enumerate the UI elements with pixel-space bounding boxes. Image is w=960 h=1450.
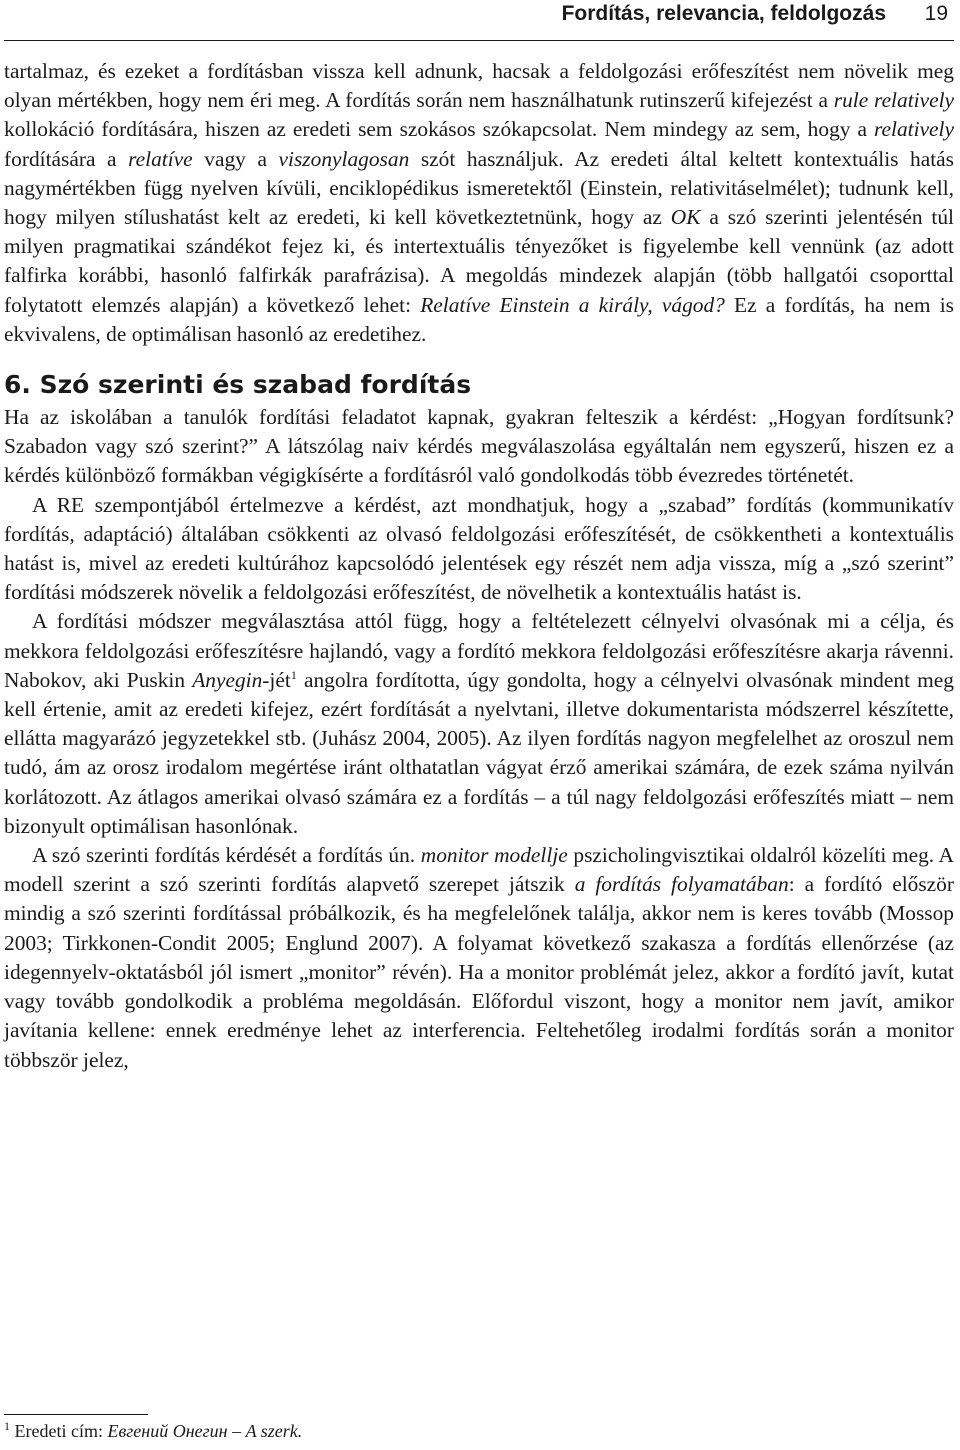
section-heading: 6. Szó szerinti és szabad fordítás (4, 370, 472, 400)
running-title: Fordítás, relevancia, feldolgozás (561, 2, 886, 25)
italic-term: rule relatively (833, 88, 955, 113)
footnote-divider (4, 1414, 148, 1415)
footnote-mark: 1 (4, 1419, 10, 1433)
footnote (4, 1419, 302, 1443)
text-run: Ez a fordítás, ha nem is ekvivalens, de optimálisan hasonló az eredetihez. (4, 292, 954, 346)
paragraph-1 (4, 57, 954, 349)
text-run: tartalmaz, és ezeket a fordításban vissza kell adnunk, hacsak a feldolgozási erőfeszítést nem növelik meg olyan mértékben, hogy nem éri meg. A fordítás során nem használhatunk rutinszerű kifejezést a (4, 59, 954, 113)
text-run: fordítására a (4, 146, 129, 171)
text-run: vagy a (192, 146, 279, 171)
italic-term: Anyegin (192, 667, 263, 692)
footnote-reference[interactable]: 1 (290, 667, 297, 682)
text-run: szót használjuk. Az eredeti által keltett kontextuális hatás nagymértékben függ nyelven kívüli, enciklopédikus ismeretektől (Einstein, relativitáselmélet); tudnunk kell, hogy milyen stílushatást kelt az eredeti, ki kell következtetnünk, hogy az (4, 146, 955, 230)
body-text (4, 57, 954, 1075)
italic-term: monitor modellje (420, 843, 568, 868)
italic-term: a fordítás folyamatában (574, 872, 789, 897)
italic-term: relatively (874, 117, 954, 142)
paragraph-5 (4, 841, 954, 1075)
text-run: pszicholingvisztikai oldalról közelíti meg. A modell szerint a szó szerinti fordítás alapvető szerepet játszik (4, 843, 955, 897)
italic-term: relatíve (128, 146, 193, 171)
italic-term: Relatíve Einstein a király, vágod? (420, 292, 725, 317)
paragraph-4 (4, 607, 954, 841)
page-number: 19 (924, 2, 948, 25)
text-run: : a fordító először mindig a szó szerinti fordítással próbálkozik, és ha megfelelőnek találja, akkor nem is keres tovább (Mossop 2003; Tirkkonen-Condit 2005; Englund 2007). A folyamat következő szakasza a fordítás ellenőrzése (az idegennyelv-oktatásból jól ismert „monitor” révén). Ha a monitor problémát jelez, akkor a fordító javít, kutat vagy tovább gondolkodik a probléma megoldásán. Előfordul viszont, hogy a monitor nem javít, amikor javítania kellene: ennek eredménye lehet az interferencia. Feltehetőleg irodalmi fordítás során a monitor többször jelez, (4, 872, 954, 1072)
text-run: A fordítási módszer megválasztása attól függ, hogy a feltételezett célnyelvi olvasónak mi a célja, és mekkora feldolgozási erőfeszítésre hajlandó, vagy a fordító mekkora feldolgozási erőfeszítésre akarja rávenni. Nabokov, aki Puskin (4, 609, 954, 692)
text-run: angolra fordította, úgy gondolta, hogy a célnyelvi olvasónak mindent meg kell értenie, amit az eredeti kifejez, ezért fordítását a nyelvtani, illetve dokumentarista módszerrel készítette, ellátta magyarázó jegyzetekkel stb. (Juhász 2004, 2005). Az ilyen fordítás nagyon megfelelhet az oroszul nem tudó, ám az orosz irodalom megértése iránt olthatatlan vágyat érző amerikai számára, de ezek száma nyilván korlátozott. Az átlagos amerikai olvasó számára ez a fordítás – a túl nagy feldolgozási erőfeszítés miatt – nem bizonyult optimálisan hasonlónak. (4, 667, 954, 838)
footnote-text: Eredeti cím: (10, 1421, 108, 1441)
text-run: a szó szerinti jelentésén túl milyen pragmatikai szándékot fejez ki, és intertextuális tényezőket is figyelembe kell vennünk (az adott falfirka korábbi, hasonló falfirkák parafrázisa). A megoldás mindezek alapján (több hallgatói csoporttal folytatott elemzés alapján) a következő lehet: (4, 205, 954, 317)
paragraph-3: A RE szempontjából értelmezve a kérdést, azt mondhatjuk, hogy a „szabad” fordítás (kommunikatív fordítás, adaptáció) általában csökkenti az olvasó feldolgozási erőfeszítését, de csökkentheti a kontextuális hatást is, mivel az eredeti kultúrához kapcsolódó jelentések egy részét nem adja vissza, míg a „szó szerint” fordítási módszerek növelik a feldolgozási erőfeszítést, de növelhetik a kontextuális hatást is. (4, 492, 954, 605)
paragraph-2: Ha az iskolában a tanulók fordítási feladatot kapnak, gyakran felteszik a kérdést: „Hogyan fordítsunk? Szabadon vagy szó szerint?” A látszólag naiv kérdés megválaszolása egyáltalán nem egyszerű, hiszen ez a kérdés különböző formákban végigkísérte a fordításról való gondolkodás több évezredes történetét. (4, 405, 954, 488)
text-run: A szó szerinti fordítás kérdését a fordítás ún. (32, 843, 421, 868)
running-header (4, 0, 954, 41)
footnote-original-title: Евгений Онегин – A szerk. (107, 1421, 303, 1441)
italic-term: viszonylagosan (278, 146, 410, 171)
text-run: -jét (262, 667, 291, 692)
text-run: kollokáció fordítására, hiszen az eredeti sem szokásos szókapcsolat. Nem mindegy az sem, hogy a (4, 117, 875, 142)
italic-term: OK (670, 205, 701, 230)
